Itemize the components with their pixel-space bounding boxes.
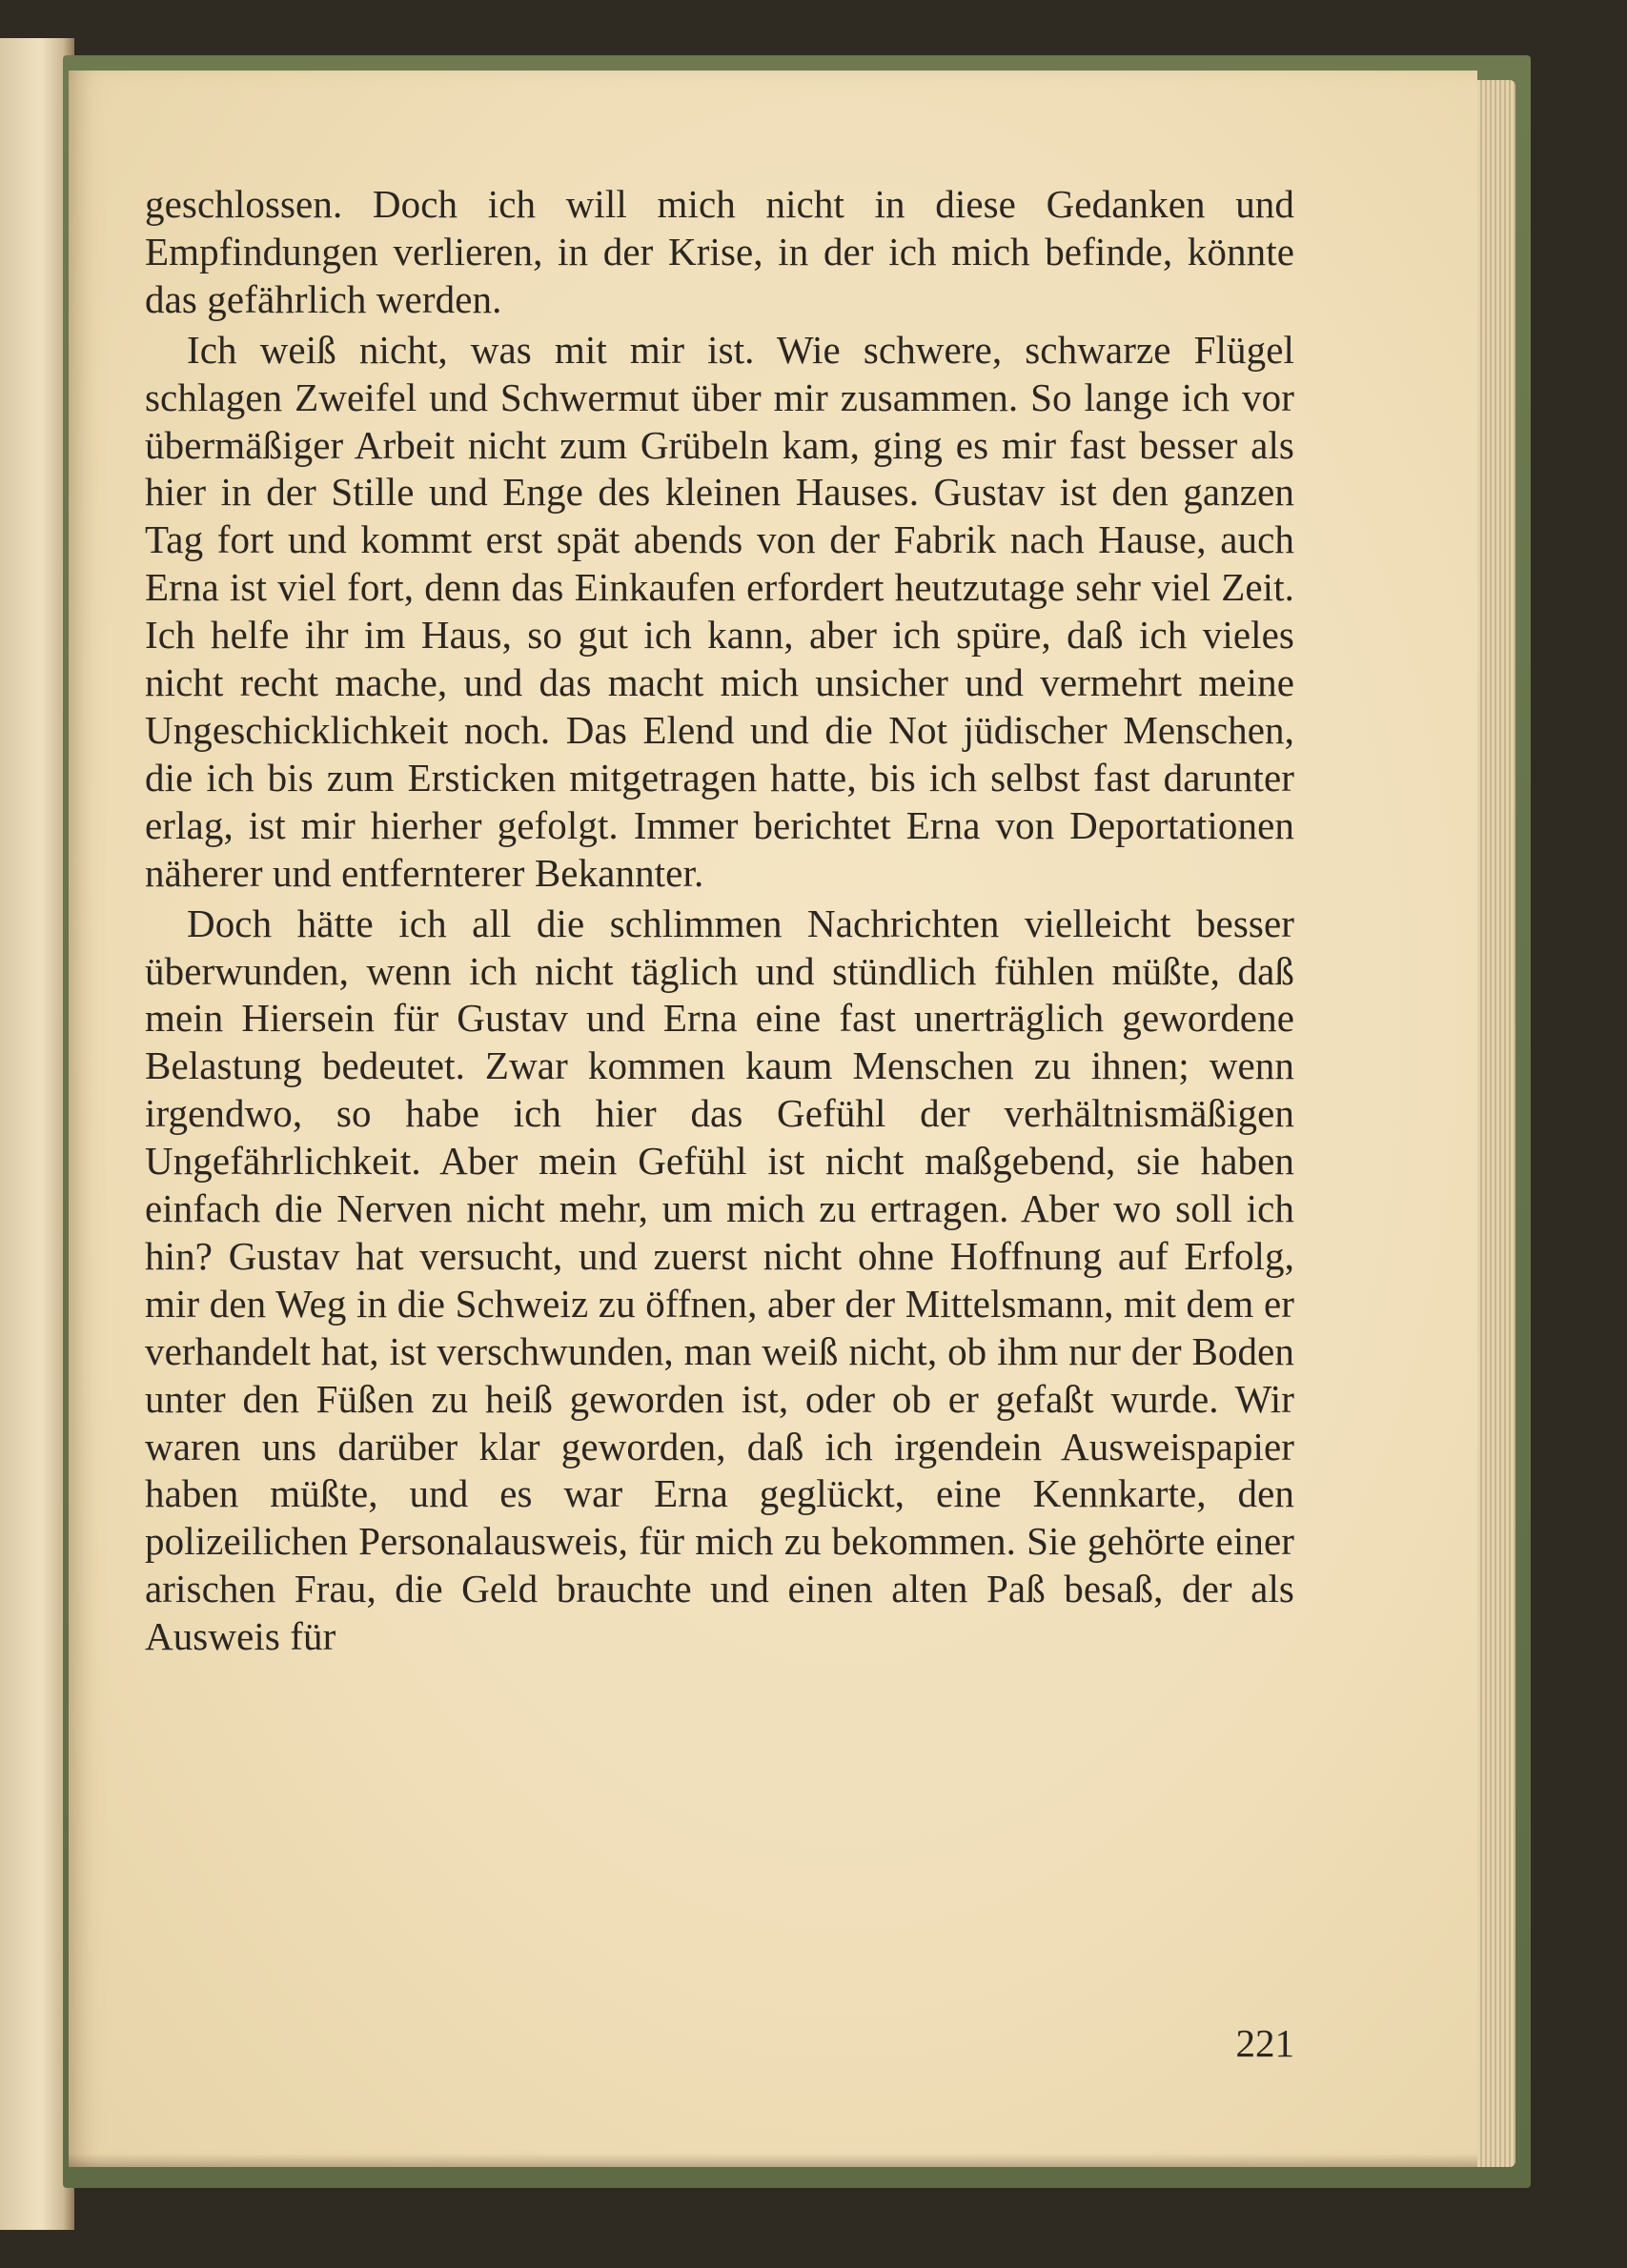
page-bottom-shadow [69,2154,1477,2167]
paragraph-continuation: geschlossen. Doch ich will mich nicht in diese Gedanken und Empfindungen verlieren, in der Krise, in der ich mich befinde, könnte das gefährlich werden. [145,182,1294,321]
page-number: 221 [1235,2021,1294,2065]
paragraph: Doch hätte ich all die schlimmen Nachrichten vielleicht besser überwunden, wenn ich nicht täglich und stündlich fühlen müßte, daß mein Hiersein für Gustav und Erna eine fast unerträglich gewordene Belastung bedeutet. Zwar kommen kaum Menschen zu ihnen; wenn irgendwo, so habe ich hier das Gefühl der verhältnismäßigen Ungefährlichkeit. Aber mein Gefühl ist nicht maßgebend, sie haben einfach die Nerven nicht mehr, um mich zu ertragen. Aber wo soll ich hin? Gustav hat versucht, und zuerst nicht ohne Hoffnung auf Erfolg, mir den Weg in die Schweiz zu öffnen, aber der Mittelsmann, mit dem er verhandelt hat, ist verschwunden, man weiß nicht, ob ihm nur der Boden unter den Füßen zu heiß geworden ist, oder ob er gefaßt wurde. Wir waren uns darüber klar geworden, daß ich irgendein Ausweispapier haben müßte, und es war Erna geglückt, eine Kennkarte, den polizeilichen Personalausweis, für mich zu bekommen. Sie gehörte einer arischen Frau, die Geld brauchte und einen alten Paß besaß, der als Ausweis für [145,901,1294,1659]
paragraph: Ich weiß nicht, was mit mir ist. Wie schwere, schwarze Flügel schlagen Zweifel und Schwermut über mir zusammen. So lange ich vor übermäßiger Arbeit nicht zum Grübeln kam, ging es mir fast besser als hier in der Stille und Enge des kleinen Hauses. Gustav ist den ganzen Tag fort und kommt erst spät abends von der Fabrik nach Hause, auch Erna ist viel fort, denn das Einkaufen erfordert heutzutage sehr viel Zeit. Ich helfe ihr im Haus, so gut ich kann, aber ich spüre, daß ich vieles nicht recht mache, und das macht mich unsicher und vermehrt meine Ungeschicklichkeit noch. Das Elend und die Not jüdischer Menschen, die ich bis zum Ersticken mitgetragen hatte, bis ich selbst fast darunter erlag, ist mir hierher gefolgt. Immer berichtet Erna von Deportationen näherer und entfernterer Bekannter. [145,327,1294,895]
body-text [145,181,1294,1661]
